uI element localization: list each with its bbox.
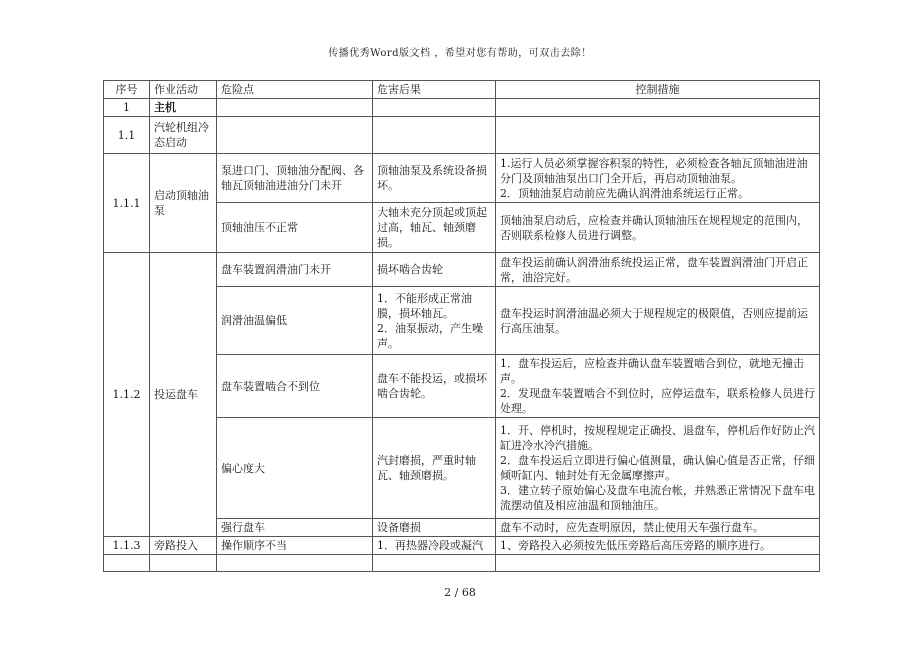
hazard-cell: 顶轴油压不正常 — [217, 203, 373, 253]
consequence-cell: 汽封磨损，严重时轴瓦、轴颈磨损。 — [373, 418, 496, 519]
consequence-cell: 设备磨损 — [373, 519, 496, 537]
hazard-cell: 操作顺序不当 — [217, 537, 373, 555]
measure-line: 2．顶轴油泵启动前应先确认润滑油系统运行正常。 — [500, 186, 749, 200]
row-activity: 主机 — [150, 99, 217, 117]
measure-line: 盘车投运时润滑油温必须大于规程规定的极限值，否则应提前运行高压油泵。 — [500, 306, 808, 335]
empty-cell — [496, 555, 820, 572]
measures-cell — [496, 519, 820, 537]
risk-control-table — [103, 80, 820, 572]
table-row — [104, 253, 820, 287]
measure-line: 顶轴油泵启动后，应检查并确认顶轴油压在规程规定的范围内，否则联系检修人员进行调整。 — [500, 213, 808, 242]
consequence-line: 2．油泵振动，产生噪声。 — [377, 321, 483, 350]
measures-cell — [496, 253, 820, 287]
measure-line: 1．开、停机时，按规程规定正确投、退盘车，停机后作好防止汽缸进冷水冷汽措施。 — [500, 424, 815, 452]
empty-cell — [373, 99, 496, 117]
consequence-cell: 顶轴油泵及系统设备损坏。 — [373, 154, 496, 203]
measure-line: 1.运行人员必须掌握容积泵的特性，必须检查各轴瓦顶轴油进油分门及顶轴油泵出口门全开后，再启动顶轴油泵。 — [500, 156, 808, 185]
table-row — [104, 99, 820, 117]
hazard-cell: 强行盘车 — [217, 519, 373, 537]
measures-cell — [496, 203, 820, 253]
table-row — [104, 154, 820, 203]
measure-line: 2．发现盘车装置啮合不到位时，应停运盘车，联系检修人员进行处理。 — [500, 387, 815, 415]
empty-cell — [150, 555, 217, 572]
measures-cell — [496, 154, 820, 203]
header-cell-measures: 控制措施 — [496, 81, 820, 99]
measures-cell — [496, 537, 820, 555]
empty-cell — [496, 117, 820, 154]
empty-cell — [217, 99, 373, 117]
row-no: 1.1.1 — [104, 154, 150, 253]
row-no: 1 — [104, 99, 150, 117]
empty-cell — [373, 555, 496, 572]
row-activity: 汽轮机组冷态启动 — [150, 117, 217, 154]
measure-line: 3．建立转子原始偏心及盘车电流台帐，并熟悉正常情况下盘车电流摆动值及相应油温和顶轴油压。 — [500, 484, 815, 512]
document-header-note: 传播优秀Word版文档 ，希望对您有帮助，可双击去除！ — [328, 48, 592, 59]
empty-cell — [496, 99, 820, 117]
consequence-cell — [373, 287, 496, 355]
measure-line: 盘车投运前确认润滑油系统投运正常，盘车装置润滑油门开启正常，油浴完好。 — [500, 255, 808, 284]
measure-line: 1、旁路投入必须按先低压旁路后高压旁路的顺序进行。 — [500, 539, 771, 552]
hazard-cell: 润滑油温偏低 — [217, 287, 373, 355]
empty-cell — [373, 117, 496, 154]
row-activity: 旁路投入 — [150, 537, 217, 555]
empty-cell — [104, 555, 150, 572]
measure-line: 盘车不动时，应先查明原因，禁止使用天车强行盘车。 — [500, 521, 764, 534]
header-cell-consequence: 危害后果 — [373, 81, 496, 99]
hazard-cell: 泵进口门、顶轴油分配阀、各轴瓦顶轴油进油分门未开 — [217, 154, 373, 203]
consequence-cell: 1．再热器冷段或凝汽 — [373, 537, 496, 555]
consequence-cell: 损坏啮合齿轮 — [373, 253, 496, 287]
consequence-cell: 大轴未充分顶起或顶起过高，轴瓦、轴颈磨损。 — [373, 203, 496, 253]
table-row — [104, 555, 820, 572]
page-number: 2 / 68 — [444, 586, 476, 599]
row-activity: 投运盘车 — [150, 253, 217, 537]
hazard-cell: 偏心度大 — [217, 418, 373, 519]
empty-cell — [217, 117, 373, 154]
consequence-line: 1．不能形成正常油膜，损坏轴瓦。 — [377, 291, 472, 320]
row-activity: 启动顶轴油泵 — [150, 154, 217, 253]
measures-cell — [496, 355, 820, 418]
row-no: 1.1.2 — [104, 253, 150, 537]
measures-cell — [496, 418, 820, 519]
consequence-cell: 盘车不能投运，或损坏啮合齿轮。 — [373, 355, 496, 418]
measures-cell — [496, 287, 820, 355]
header-cell-activity: 作业活动 — [150, 81, 217, 99]
measure-line: 2．盘车投运后立即进行偏心值测量，确认偏心值是否正常，仔细倾听缸内、轴封处有无金属摩擦声。 — [500, 454, 815, 482]
measure-line: 1．盘车投运后，应检查并确认盘车装置啮合到位，就地无撞击声。 — [500, 357, 804, 385]
empty-cell — [217, 555, 373, 572]
row-no: 1.1 — [104, 117, 150, 154]
header-cell-hazard: 危险点 — [217, 81, 373, 99]
table-row — [104, 117, 820, 154]
table-row — [104, 537, 820, 555]
hazard-cell: 盘车装置润滑油门未开 — [217, 253, 373, 287]
header-cell-no: 序号 — [104, 81, 150, 99]
hazard-cell: 盘车装置啮合不到位 — [217, 355, 373, 418]
row-no: 1.1.3 — [104, 537, 150, 555]
table-header-row — [104, 81, 820, 99]
